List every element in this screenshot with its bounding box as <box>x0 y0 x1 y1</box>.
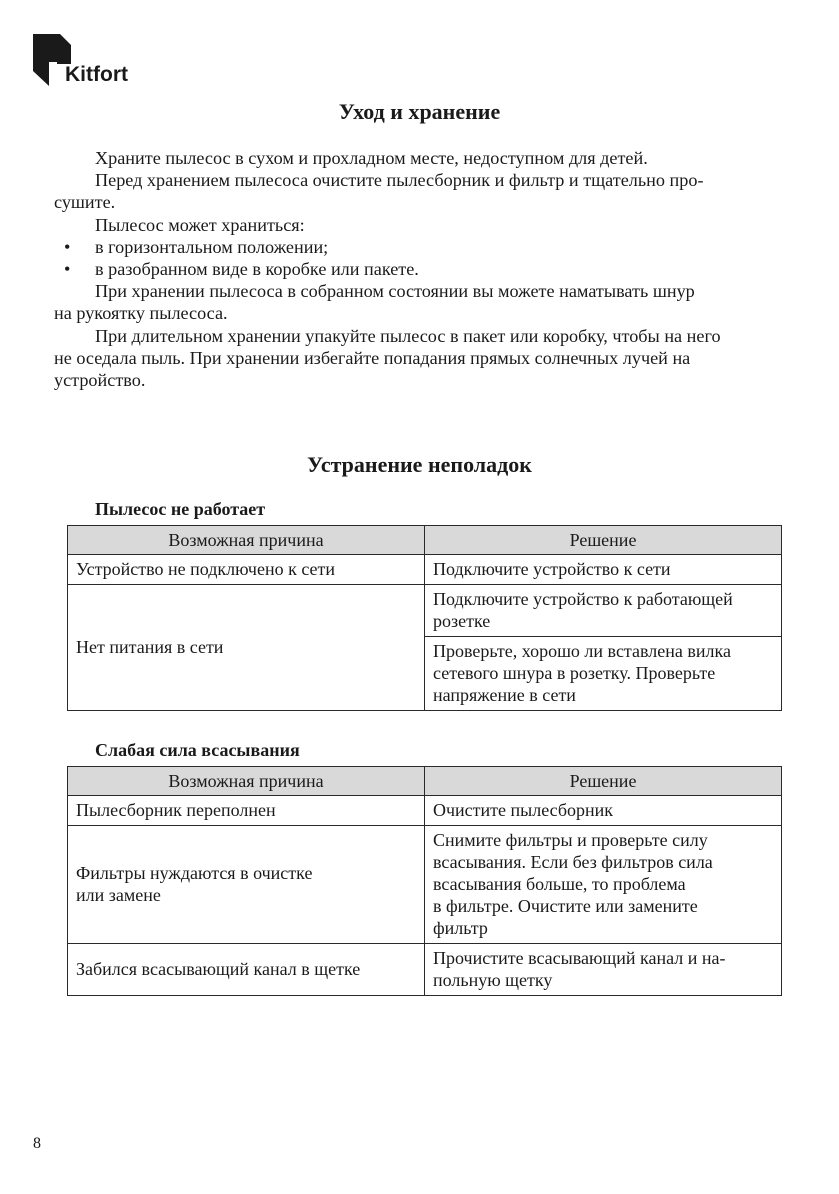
solution-cell: Прочистите всасывающий канал и на- польную щетку <box>425 944 782 996</box>
solution-cell: Снимите фильтры и проверьте силу всасывания. Если без фильтров сила всасывания больше, то проблема в фильтре. Очистите или замените фильтр <box>425 826 782 944</box>
table-row <box>68 555 782 585</box>
section-heading: Слабая сила всасывания <box>95 740 300 760</box>
header-cause: Возможная причина <box>68 526 425 555</box>
page-number: 8 <box>33 1135 41 1152</box>
storage-paragraph: устройство. <box>54 370 146 391</box>
bullet-icon: • <box>64 236 71 257</box>
cause-cell: Устройство не подключено к сети <box>68 555 425 585</box>
table-header-row <box>68 526 782 555</box>
troubleshooting-title: Устранение неполадок <box>307 452 532 477</box>
solution-cell: Подключите устройство к работающей розетке <box>425 585 782 637</box>
section-heading: Пылесос не работает <box>95 499 266 519</box>
storage-text <box>54 147 784 391</box>
storage-paragraph: не оседала пыль. При хранении избегайте попадания прямых солнечных лучей на <box>54 347 691 368</box>
list-item: • в разобранном виде в коробке или пакете. <box>64 259 419 280</box>
solution-cell: Очистите пылесборник <box>425 796 782 826</box>
storage-paragraph: сушите. <box>54 192 116 213</box>
troubleshooting-table-weak-suction <box>67 766 782 996</box>
storage-title: Уход и хранение <box>338 99 501 124</box>
table-row <box>68 585 782 637</box>
storage-paragraph: на рукоятку пылесоса. <box>54 303 228 324</box>
table-row <box>68 944 782 996</box>
bullet-icon: • <box>64 259 71 280</box>
list-item: • в горизонтальном положении; <box>64 236 329 257</box>
troubleshooting-table-not-working <box>67 525 782 711</box>
storage-paragraph: При длительном хранении упакуйте пылесос в пакет или коробку, чтобы на него <box>95 325 721 346</box>
storage-paragraph: Храните пылесос в сухом и прохладном месте, недоступном для детей. <box>95 148 648 168</box>
solution-cell: Проверьте, хорошо ли вставлена вилка сетевого шнура в розетку. Проверьте напряжение в сети <box>425 637 782 711</box>
header-cause: Возможная причина <box>68 767 425 796</box>
table-header-row <box>68 767 782 796</box>
cause-cell: Забился всасывающий канал в щетке <box>68 944 425 996</box>
brand-logo <box>33 34 143 90</box>
cause-cell: Пылесборник переполнен <box>68 796 425 826</box>
cause-cell: Фильтры нуждаются в очистке или замене <box>68 826 425 944</box>
header-solution: Решение <box>425 767 782 796</box>
storage-paragraph: Перед хранением пылесоса очистите пылесборник и фильтр и тщательно про- <box>95 170 704 191</box>
storage-paragraph: При хранении пылесоса в собранном состоянии вы можете наматывать шнур <box>95 281 695 302</box>
brand-name: Kitfort <box>65 63 128 86</box>
cause-cell: Нет питания в сети <box>68 585 425 711</box>
solution-cell: Подключите устройство к сети <box>425 555 782 585</box>
table-row <box>68 796 782 826</box>
table-row <box>68 826 782 944</box>
header-solution: Решение <box>425 526 782 555</box>
storage-paragraph: Пылесос может храниться: <box>95 214 305 235</box>
